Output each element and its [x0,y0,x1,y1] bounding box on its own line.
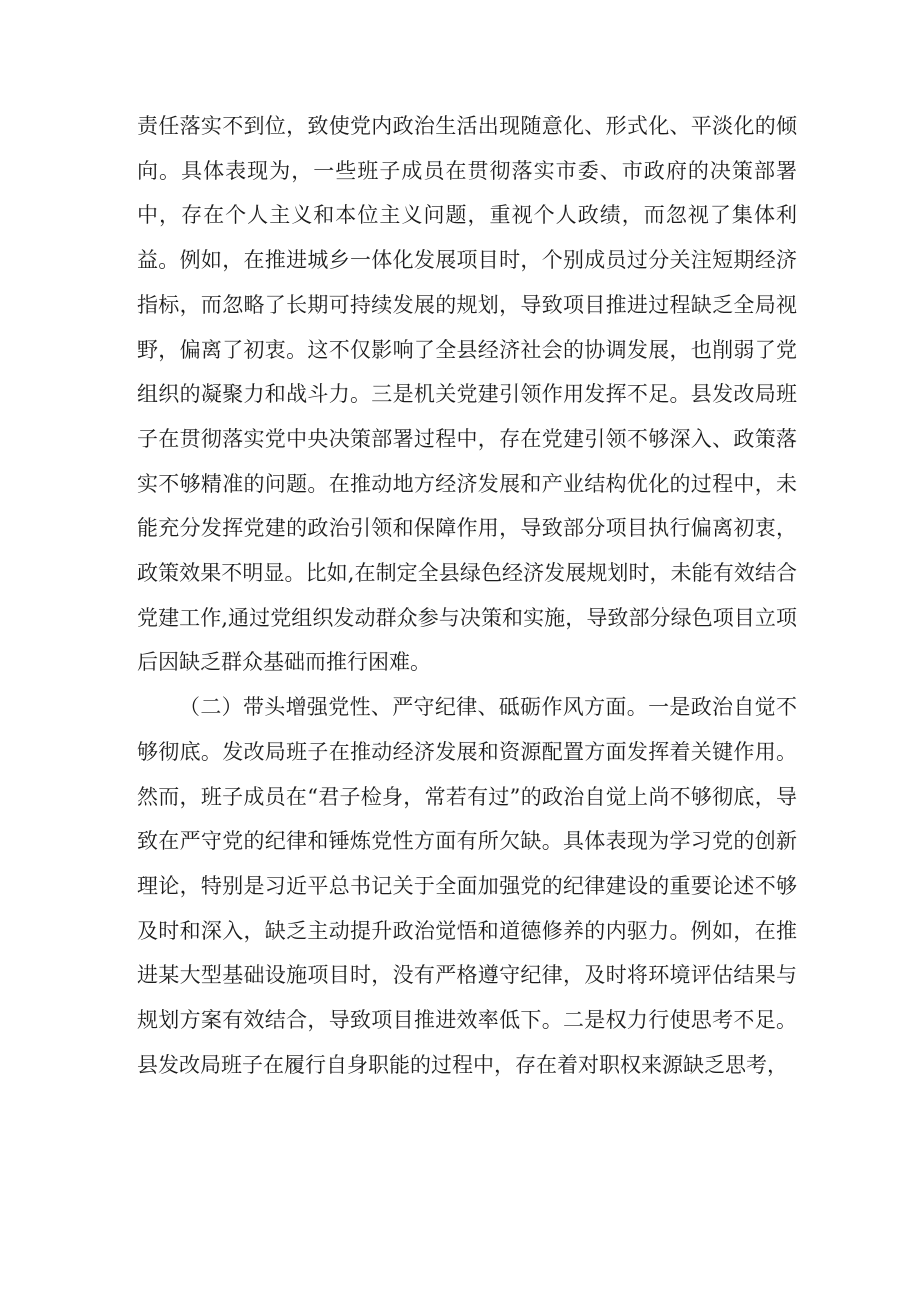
paragraph-continuation: 责任落实不到位，致使党内政治生活出现随意化、形式化、平淡化的倾向。具体表现为，一些班子成员在贯彻落实市委、市政府的决策部署中，存在个人主义和本位主义问题，重视个人政绩，而忽视了集体利益。例如，在推进城乡一体化发展项目时，个别成员过分关注短期经济指标，而忽略了长期可持续发展的规划，导致项目推进过程缺乏全局视野，偏离了初衷。这不仅影响了全县经济社会的协调发展，也削弱了党组织的凝聚力和战斗力。三是机关党建引领作用发挥不足。县发改局班子在贯彻落实党中央决策部署过程中，存在党建引领不够深入、政策落实不够精准的问题。在推动地方经济发展和产业结构优化的过程中，未能充分发挥党建的政治引领和保障作用，导致部分项目执行偏离初衷，政策效果不明显。比如,在制定全县绿色经济发展规划时，未能有效结合党建工作,通过党组织发动群众参与决策和实施，导致部分绿色项目立项后因缺乏群众基础而推行困难。 [137,114,797,675]
document-body [137,104,797,1087]
paragraph-section-2: （二）带头增强党性、严守纪律、砥砺作风方面。一是政治自觉不够彻底。发改局班子在推动经济发展和资源配置方面发挥着关键作用。然而，班子成员在“君子检身，常若有过”的政治自觉上尚不够彻底，导致在严守党的纪律和锤炼党性方面有所欠缺。具体表现为学习党的创新理论，特别是习近平总书记关于全面加强党的纪律建设的重要论述不够及时和深入，缺乏主动提升政治觉悟和道德修养的内驱力。例如，在推进某大型基础设施项目时，没有严格遵守纪律，及时将环境评估结果与规划方案有效结合，导致项目推进效率低下。二是权力行使思考不足。县发改局班子在履行自身职能的过程中，存在着对职权来源缺乏思考， [137,695,797,1077]
